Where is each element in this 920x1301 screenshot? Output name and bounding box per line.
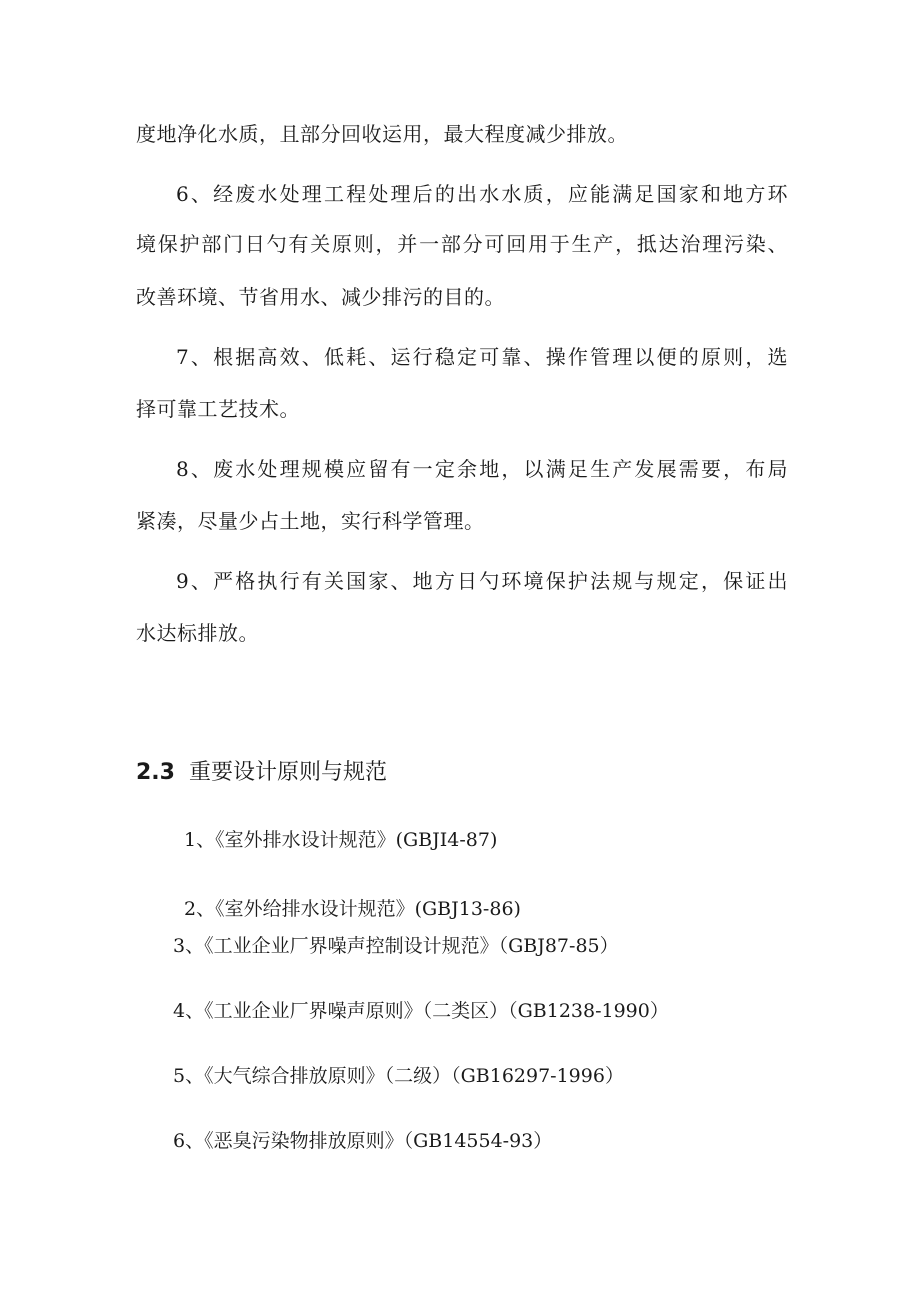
paragraph-9-line-1: 9、严格执行有关国家、地方日勺环境保护法规与规定，保证出 — [176, 569, 788, 593]
paragraph-8-line-2: 紧凑，尽量少占土地，实行科学管理。 — [136, 509, 485, 533]
paragraph-6-line-1: 6、经废水处理工程处理后的出水水质，应能满足国家和地方环 — [176, 182, 788, 206]
reference-item-3: 3、《工业企业厂界噪声控制设计规范》（GBJ87-85） — [173, 935, 619, 957]
paragraph-5-tail: 度地净化水质，且部分回收运用，最大程度减少排放。 — [136, 122, 628, 146]
reference-item-2: 2、《室外给排水设计规范》(GBJ13-86) — [184, 898, 521, 920]
reference-item-6: 6、《恶臭污染物排放原则》（GB14554-93） — [173, 1130, 553, 1152]
paragraph-6-line-3: 改善环境、节省用水、减少排污的目的。 — [136, 285, 505, 309]
reference-item-4: 4、《工业企业厂界噪声原则》（二类区）（GB1238-1990） — [173, 1000, 669, 1022]
paragraph-9-line-2: 水达标排放。 — [136, 621, 259, 645]
reference-item-1: 1、《室外排水设计规范》(GBJI4-87) — [184, 829, 498, 851]
paragraph-7-line-2: 择可靠工艺技术。 — [136, 397, 300, 421]
section-heading — [136, 757, 387, 789]
section-title: 重要设计原则与规范 — [188, 760, 387, 785]
section-number: 2.3 — [136, 760, 175, 785]
reference-item-5: 5、《大气综合排放原则》（二级）（GB16297-1996） — [173, 1065, 624, 1087]
paragraph-7-line-1: 7、根据高效、低耗、运行稳定可靠、操作管理以便的原则，选 — [176, 345, 788, 369]
paragraph-8-line-1: 8、废水处理规模应留有一定余地，以满足生产发展需要，布局 — [176, 457, 788, 481]
paragraph-6-line-2: 境保护部门日勺有关原则，并一部分可回用于生产，抵达治理污染、 — [136, 232, 788, 256]
